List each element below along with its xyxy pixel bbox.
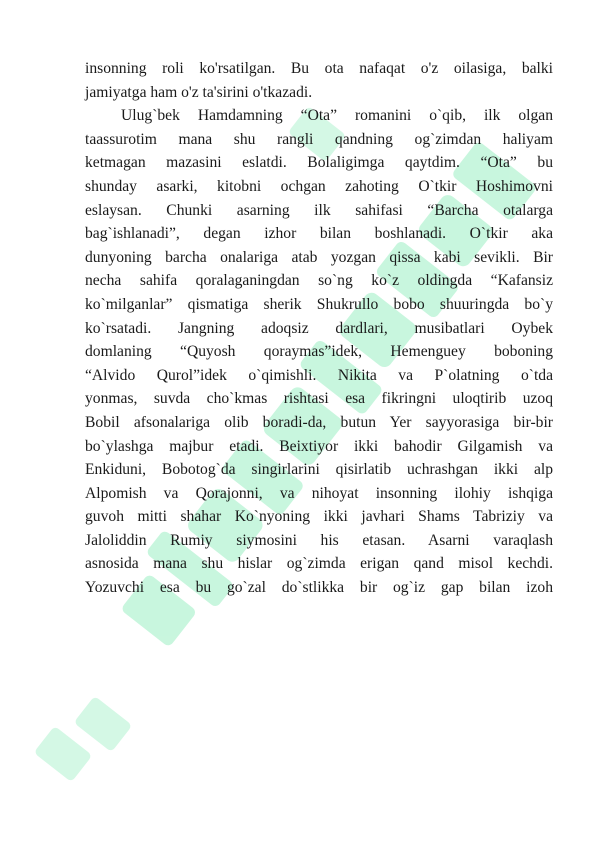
text-line: jamiyatga ham o'z ta'sirini o'tkazadi.: [85, 83, 313, 101]
page-body: [85, 57, 553, 600]
text-line: Alpomish va Qorajonni, va nihoyat insonning ilohiy ishqiga: [85, 484, 553, 502]
text-line: yonmas, suvda cho`kmas rishtasi esa fikringni uloqtirib uzoq: [85, 390, 553, 408]
text-line: ko`milganlar” qismatiga sherik Shukrullo bobo shuuringda bo`y: [85, 295, 553, 313]
text-line: shunday asarki, kitobni ochgan zahoting O`tkir Hoshimovni: [85, 177, 553, 195]
text-line: “Alvido Qurol”idek o`qimishli. Nikita va P`olatning o`tda: [85, 366, 553, 384]
paragraph-first-line: Ulug`bek Hamdamning “Ota” romanini o`qib, ilk olgan: [121, 107, 553, 125]
text-line: domlaning “Quyosh qoraymas”idek, Hemenguey boboning: [85, 343, 553, 361]
text-line: Enkiduni, Bobotog`da singirlarini qisirlatib uchrashgan ikki alp: [85, 461, 553, 479]
text-line: Yozuvchi esa bu go`zal do`stlikka bir og`iz gap bilan izoh: [85, 579, 553, 597]
text-line: necha sahifa qoralaganingdan so`ng ko`z oldingda “Kafansiz: [85, 272, 553, 290]
text-line: ketmagan mazasini eslatdi. Bolaligimga qaytdim. “Ota” bu: [85, 154, 553, 172]
text-line: bag`ishlanadi”, degan izhor bilan boshlanadi. O`tkir aka: [85, 225, 553, 243]
text-line: eslaysan. Chunki asarning ilk sahifasi “Barcha otalarga: [85, 201, 553, 219]
text-line: dunyoning barcha onalariga atab yozgan qissa kabi sevikli. Bir: [85, 248, 553, 266]
text-line: insonning roli ko'rsatilgan. Bu ota nafaqat o'z oilasiga, balki: [85, 60, 553, 77]
text-line: ko`rsatadi. Jangning adoqsiz dardlari, musibatlari Oybek: [85, 319, 553, 337]
text-line: asnosida mana shu hislar og`zimda erigan qand misol kechdi.: [85, 555, 553, 573]
text-line: Bobil afsonalariga olib boradi-da, butun Yer sayyorasiga bir-bir: [85, 413, 553, 431]
text-line: Jaloliddin Rumiy siymosini his etasan. Asarni varaqlash: [85, 531, 553, 549]
text-line: guvoh mitti shahar Ko`nyoning ikki javhari Shams Tabriziy va: [85, 508, 553, 526]
text-line: taassurotim mana shu rangli qandning og`zimdan haliyam: [85, 130, 553, 148]
text-line: bo`ylashga majbur etadi. Beixtiyor ikki bahodir Gilgamish va: [85, 437, 553, 455]
